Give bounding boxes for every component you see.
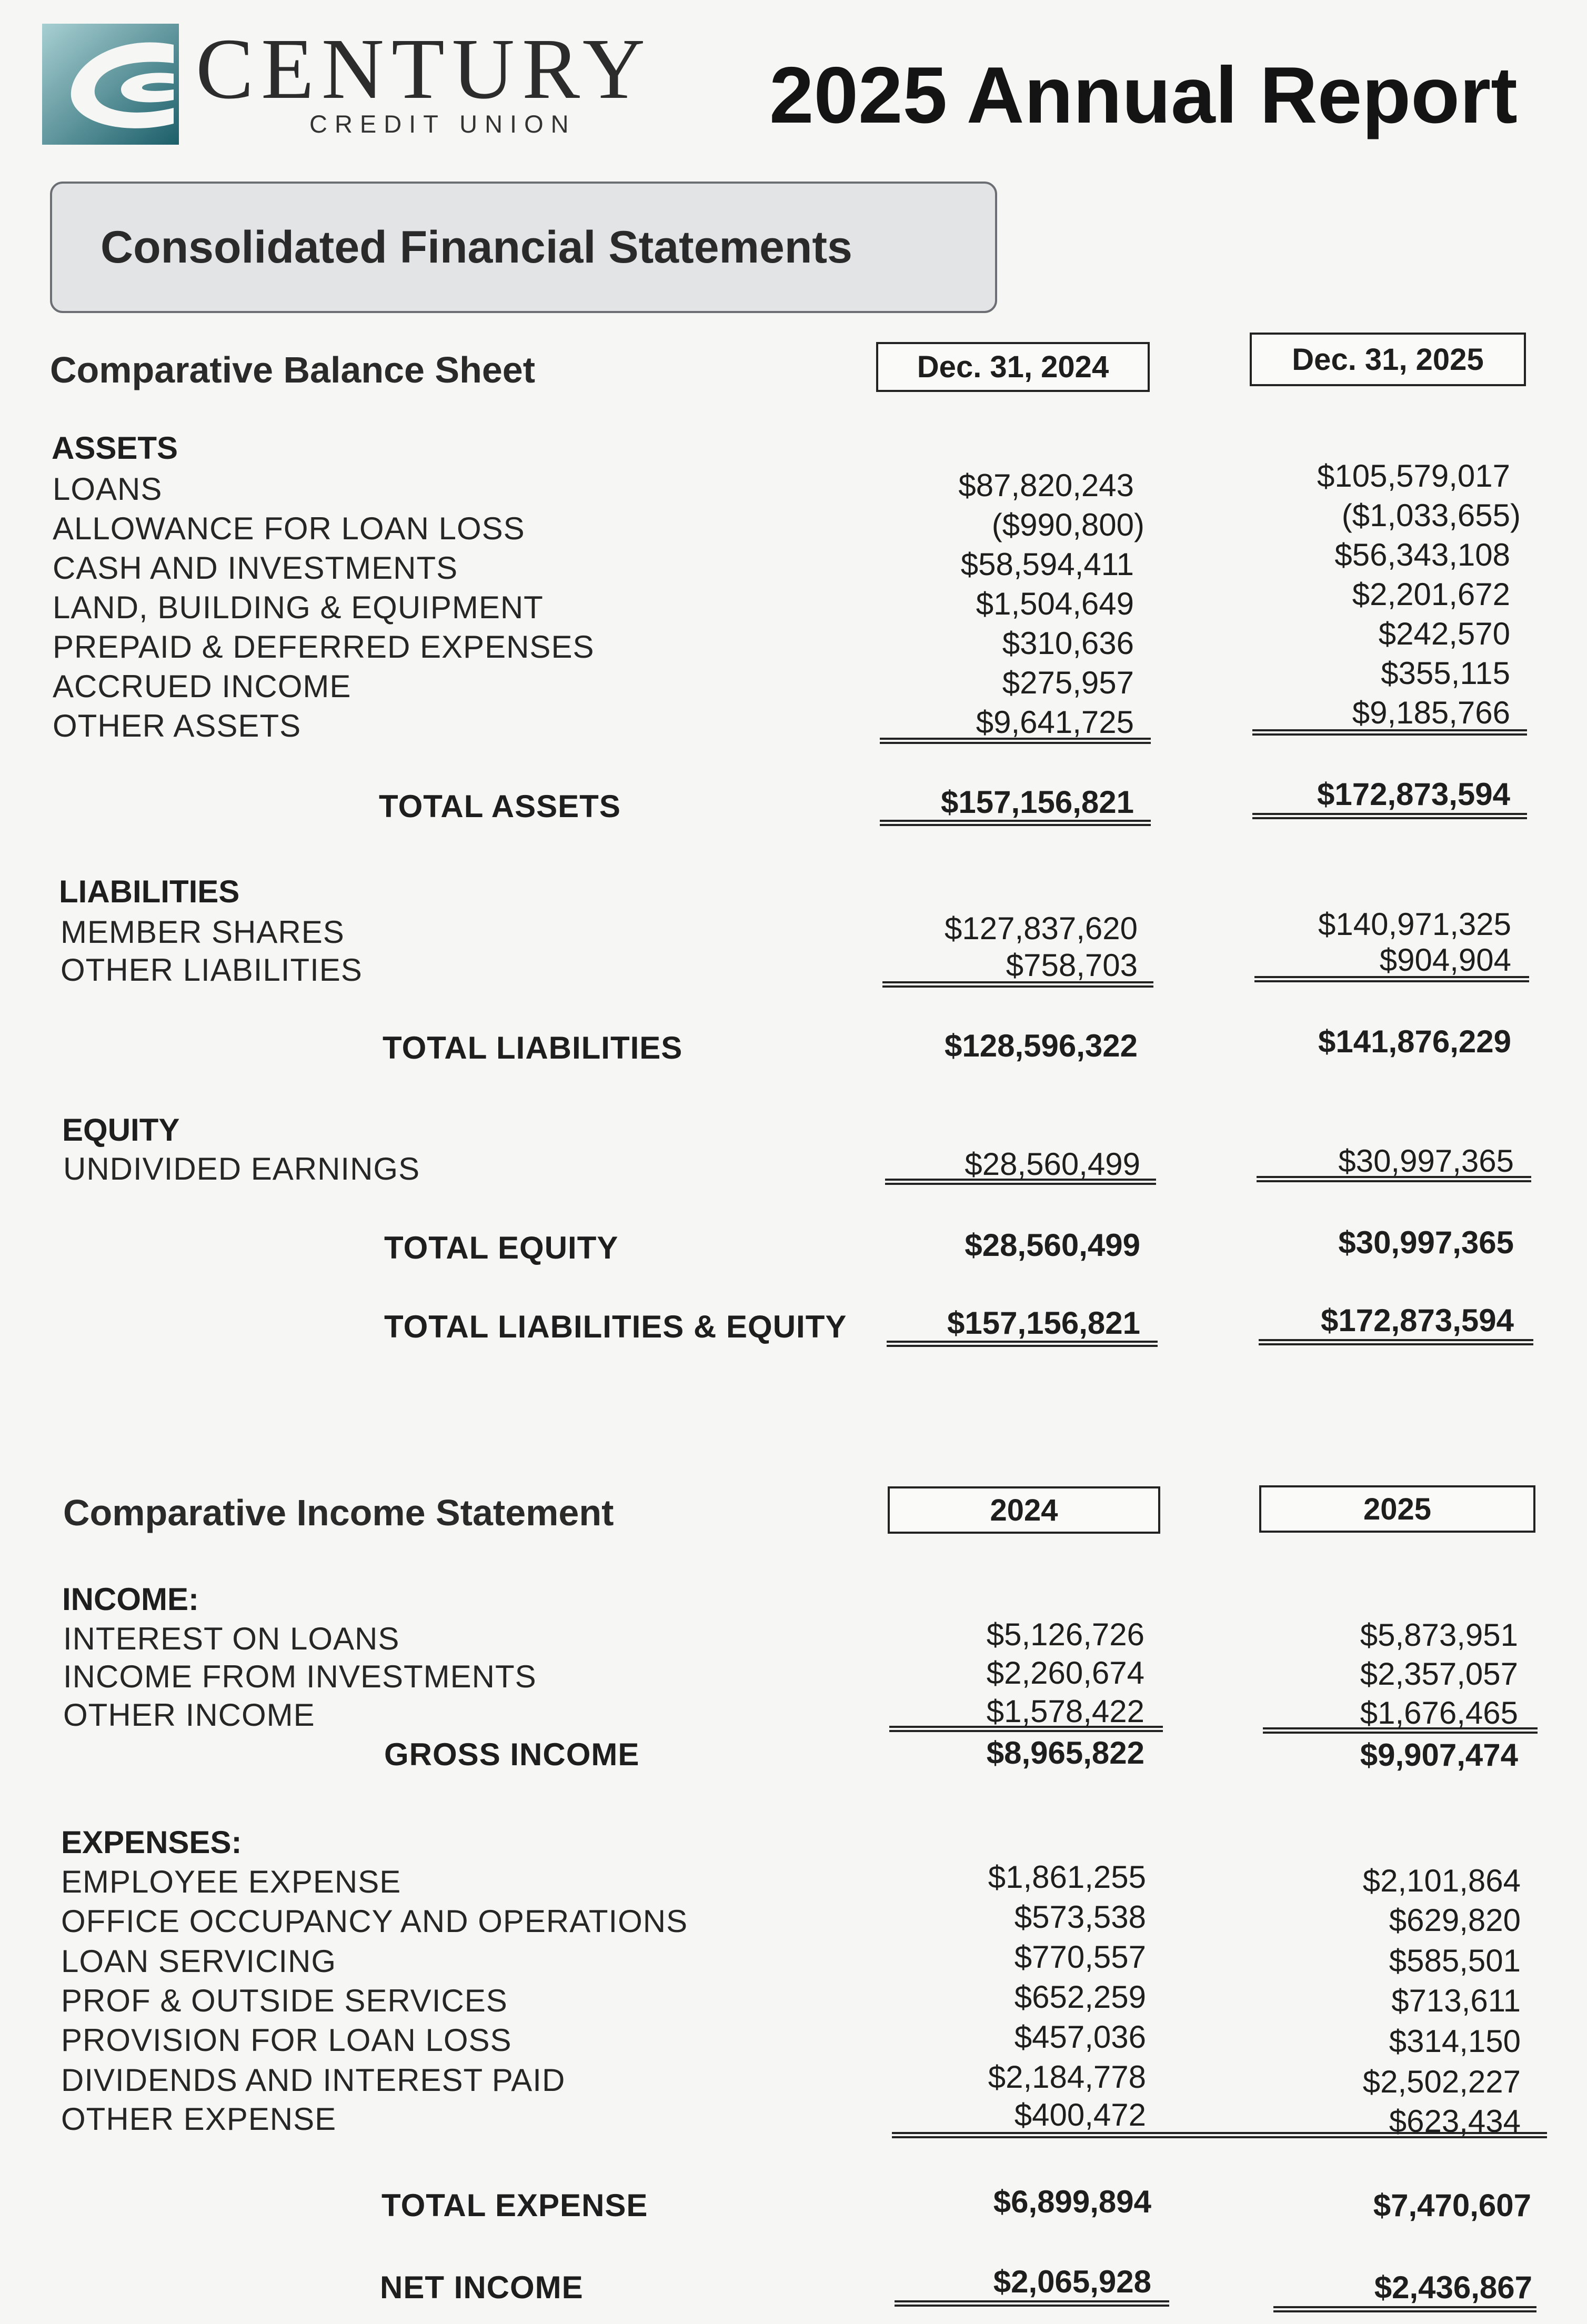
equity-row-label: UNDIVIDED EARNINGS <box>63 1151 420 1186</box>
assets-heading: ASSETS <box>52 430 178 466</box>
income-row-2024: $1,578,422 <box>986 1694 1144 1729</box>
income-row-label: INTEREST ON LOANS <box>63 1621 400 1656</box>
expense-row-label: EMPLOYEE EXPENSE <box>61 1864 401 1899</box>
asset-row-label: OTHER ASSETS <box>53 708 302 743</box>
subtotal-rule <box>1252 729 1527 736</box>
report-title: 2025 Annual Report <box>769 51 1518 140</box>
income-row-2025: $1,676,465 <box>1360 1695 1518 1731</box>
asset-row-2025: $56,343,108 <box>1334 537 1510 572</box>
total-rule <box>1259 1339 1533 1345</box>
asset-row-2024: $275,957 <box>1002 665 1134 700</box>
subtotal-rule <box>889 1726 1163 1732</box>
expense-row-label: OFFICE OCCUPANCY AND OPERATIONS <box>61 1904 688 1939</box>
subtotal-rule <box>892 2132 1547 2138</box>
expense-row-2024: $457,036 <box>1014 2019 1146 2055</box>
expense-row-2024: $770,557 <box>1014 1939 1146 1975</box>
banner-title: Consolidated Financial Statements <box>101 222 852 273</box>
expense-row-2024: $652,259 <box>1014 1979 1146 2015</box>
balance-col-2025: Dec. 31, 2025 <box>1250 333 1526 386</box>
total-equity-2025: $30,997,365 <box>1338 1225 1514 1260</box>
total-expense-2024: $6,899,894 <box>993 2184 1151 2219</box>
liability-row-2025: $140,971,325 <box>1318 907 1511 942</box>
asset-row-2025: $105,579,017 <box>1317 458 1510 494</box>
total-rule <box>1273 2306 1536 2312</box>
asset-row-2025: $355,115 <box>1381 656 1510 691</box>
liability-row-2024: $127,837,620 <box>944 911 1138 946</box>
asset-row-label: PREPAID & DEFERRED EXPENSES <box>53 629 595 665</box>
asset-row-2025: $242,570 <box>1378 616 1510 651</box>
income-row-2024: $5,126,726 <box>986 1617 1144 1652</box>
subtotal-rule <box>880 738 1151 744</box>
expenses-heading: EXPENSES: <box>61 1825 242 1860</box>
income-row-2025: $5,873,951 <box>1360 1617 1518 1653</box>
expense-row-2025: $2,101,864 <box>1362 1863 1521 1898</box>
total-assets-2025: $172,873,594 <box>1317 777 1510 812</box>
total-equity-label: TOTAL EQUITY <box>384 1230 619 1265</box>
expense-row-2025: $629,820 <box>1389 1903 1521 1938</box>
total-rule <box>895 2300 1169 2307</box>
total-expense-label: TOTAL EXPENSE <box>381 2188 648 2223</box>
total-rule <box>1252 813 1527 819</box>
asset-row-2024: $310,636 <box>1002 626 1134 661</box>
asset-row-2025: ($1,033,655) <box>1341 498 1521 533</box>
equity-row-2024: $28,560,499 <box>965 1146 1140 1182</box>
expense-row-2025: $2,502,227 <box>1362 2064 1521 2099</box>
total-liabilities-equity-2025: $172,873,594 <box>1320 1303 1514 1338</box>
asset-row-2025: $2,201,672 <box>1352 577 1510 612</box>
income-statement-title: Comparative Income Statement <box>63 1492 614 1533</box>
total-assets-2024: $157,156,821 <box>940 784 1134 820</box>
asset-row-label: LAND, BUILDING & EQUIPMENT <box>53 590 544 625</box>
balance-col-2024: Dec. 31, 2024 <box>876 342 1150 392</box>
expense-row-label: DIVIDENDS AND INTEREST PAID <box>61 2063 566 2098</box>
liability-row-2024: $758,703 <box>1006 948 1138 983</box>
income-row-label: INCOME FROM INVESTMENTS <box>63 1659 537 1694</box>
balance-sheet-title: Comparative Balance Sheet <box>50 349 536 390</box>
subtotal-rule <box>1257 1176 1531 1182</box>
asset-row-2024: $58,594,411 <box>960 547 1134 582</box>
expense-row-2025: $623,434 <box>1389 2104 1521 2139</box>
net-income-2025: $2,436,867 <box>1374 2270 1532 2305</box>
total-assets-label: TOTAL ASSETS <box>379 789 621 824</box>
asset-row-2024: ($990,800) <box>991 507 1144 542</box>
subtotal-rule <box>882 981 1153 988</box>
liabilities-heading: LIABILITIES <box>59 874 240 909</box>
gross-income-2024: $8,965,822 <box>986 1735 1144 1770</box>
asset-row-label: CASH AND INVESTMENTS <box>53 550 458 586</box>
total-rule <box>887 1341 1158 1347</box>
income-row-2025: $2,357,057 <box>1360 1656 1518 1692</box>
income-col-2024: 2024 <box>888 1486 1160 1534</box>
brand-subtitle: CREDIT UNION <box>309 110 576 138</box>
expense-row-2024: $1,861,255 <box>988 1859 1146 1895</box>
total-liabilities-2024: $128,596,322 <box>944 1028 1138 1063</box>
expense-row-label: OTHER EXPENSE <box>61 2101 337 2137</box>
income-col-2025: 2025 <box>1259 1485 1535 1533</box>
expense-row-2025: $713,611 <box>1391 1983 1521 2018</box>
expense-row-2024: $2,184,778 <box>988 2059 1146 2095</box>
equity-heading: EQUITY <box>62 1112 180 1148</box>
total-liabilities-equity-label: TOTAL LIABILITIES & EQUITY <box>384 1309 847 1344</box>
gross-income-2025: $9,907,474 <box>1360 1737 1518 1773</box>
income-heading: INCOME: <box>62 1582 199 1617</box>
subtotal-rule <box>1254 976 1529 982</box>
expense-row-label: PROVISION FOR LOAN LOSS <box>61 2023 512 2058</box>
expense-row-2025: $585,501 <box>1389 1943 1521 1978</box>
asset-row-2024: $1,504,649 <box>976 586 1134 621</box>
total-equity-2024: $28,560,499 <box>965 1228 1140 1263</box>
asset-row-2025: $9,185,766 <box>1352 695 1510 730</box>
asset-row-2024: $87,820,243 <box>958 468 1134 503</box>
total-liabilities-equity-2024: $157,156,821 <box>947 1305 1140 1341</box>
income-row-2024: $2,260,674 <box>986 1655 1144 1691</box>
century-logo-icon <box>42 24 179 145</box>
total-liabilities-2025: $141,876,229 <box>1318 1024 1511 1059</box>
brand-name: CENTURY <box>196 21 653 117</box>
income-row-label: OTHER INCOME <box>63 1697 315 1733</box>
expense-row-2025: $314,150 <box>1389 2024 1521 2059</box>
expense-row-label: LOAN SERVICING <box>61 1944 337 1979</box>
expense-row-2024: $400,472 <box>1014 2097 1146 2132</box>
liability-row-label: OTHER LIABILITIES <box>61 952 363 988</box>
statements-banner <box>50 182 997 313</box>
subtotal-rule <box>885 1179 1156 1185</box>
net-income-label: NET INCOME <box>380 2270 584 2305</box>
total-rule <box>880 820 1151 826</box>
asset-row-label: ACCRUED INCOME <box>53 669 351 704</box>
expense-row-2024: $573,538 <box>1014 1899 1146 1935</box>
total-liabilities-label: TOTAL LIABILITIES <box>383 1030 683 1065</box>
asset-row-label: LOANS <box>53 471 163 507</box>
total-expense-2025: $7,470,607 <box>1373 2188 1531 2223</box>
net-income-2024: $2,065,928 <box>993 2264 1151 2299</box>
asset-row-2024: $9,641,725 <box>976 705 1134 740</box>
asset-row-label: ALLOWANCE FOR LOAN LOSS <box>53 511 525 546</box>
liability-row-label: MEMBER SHARES <box>61 914 345 950</box>
expense-row-label: PROF & OUTSIDE SERVICES <box>61 1983 508 2018</box>
gross-income-label: GROSS INCOME <box>384 1737 640 1772</box>
subtotal-rule <box>1263 1727 1538 1734</box>
liability-row-2025: $904,904 <box>1379 942 1511 978</box>
equity-row-2025: $30,997,365 <box>1338 1143 1514 1179</box>
